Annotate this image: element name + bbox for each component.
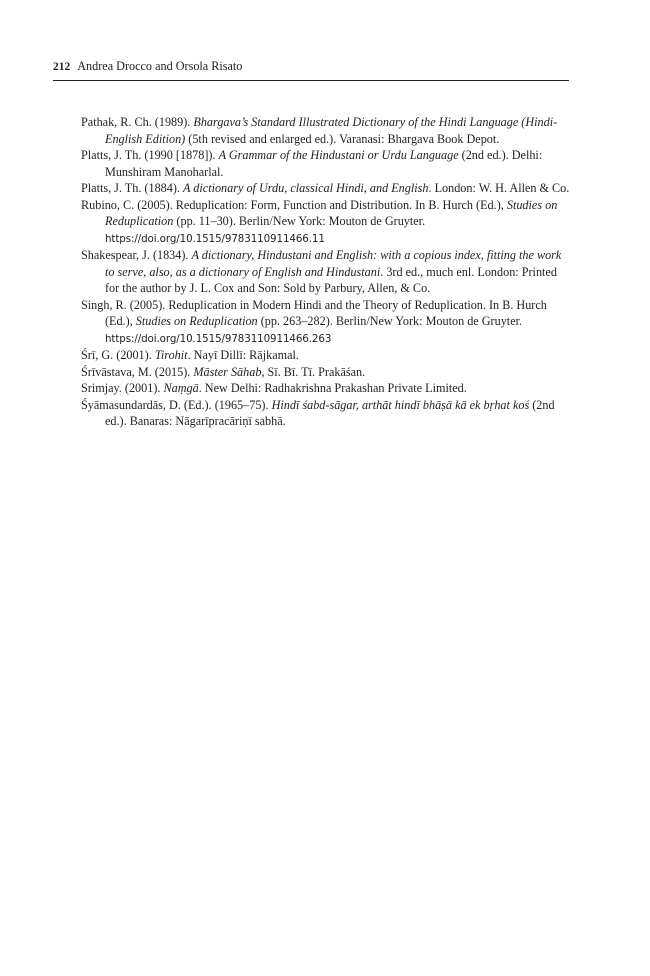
running-head <box>53 59 569 81</box>
reference-title: Māster Sāhab <box>193 364 262 379</box>
reference-entry <box>81 397 571 430</box>
reference-text: Rubino, C. (2005). Reduplication: Form, Function and Distribution. In B. Hurch (Ed.), <box>81 197 507 212</box>
reference-title: Naṃgā <box>163 381 199 395</box>
reference-text: Śrī, G. (2001). <box>81 348 155 362</box>
reference-title: A Grammar of the Hindustani or Urdu Language <box>218 148 459 162</box>
reference-title: A dictionary of Urdu, classical Hindi, and English <box>183 181 429 195</box>
reference-text: (2nd ed.). Delhi: Munshiram Manoharlal. <box>105 148 543 179</box>
reference-text: Śrīvāstava, M. (2015). <box>81 364 194 379</box>
reference-text: . Nayī Dillī: Rājkamal. <box>187 348 299 362</box>
reference-text: . 3rd ed., much enl. London: Printed for the author by J. L. Cox and Son: Sold by Parbury, Allen, & Co. <box>105 264 557 295</box>
reference-entry <box>81 380 571 397</box>
doi-link[interactable]: https://doi.org/10.1515/9783110911466.263 <box>105 332 332 345</box>
reference-entry <box>81 114 571 147</box>
running-head-authors: Andrea Drocco and Orsola Risato <box>77 59 243 73</box>
reference-title: Bhargava’s Standard Illustrated Dictionary of the Hindi Language (Hindi-English Edition) <box>105 115 558 146</box>
reference-title: Hindī śabd-sāgar, arthāt hindī bhāṣā kā ek bṛhat koś <box>271 397 530 412</box>
reference-entry <box>81 347 571 364</box>
reference-text: . New Delhi: Radhakrishna Prakashan Private Limited. <box>198 381 467 395</box>
reference-text: . London: W. H. Allen & Co. <box>428 181 570 195</box>
reference-entry <box>81 180 571 197</box>
reference-text: Śyāmasundardās, D. (Ed.). (1965–75). <box>81 397 272 412</box>
reference-text: , Sī. Bī. Tī. Prakāśan. <box>261 364 366 379</box>
reference-text: (2nd ed.). Banaras: Nāgarīpracāriṇī sabhā. <box>105 397 555 428</box>
reference-text: (5th revised and enlarged ed.). Varanasi: Bhargava Book Depot. <box>185 131 500 146</box>
reference-entry <box>81 364 571 381</box>
reference-text: Platts, J. Th. (1990 [1878]). <box>81 148 219 162</box>
reference-text: (pp. 263–282). Berlin/New York: Mouton de Gruyter. <box>257 314 523 328</box>
reference-entry <box>81 297 571 348</box>
reference-entry <box>81 197 571 248</box>
reference-text: Srimjay. (2001). <box>81 381 164 395</box>
reference-list <box>81 114 571 430</box>
reference-entry <box>81 147 571 180</box>
reference-text: Singh, R. (2005). Reduplication in Modern Hindi and the Theory of Reduplication. In B. Hurch (Ed.), <box>81 297 547 328</box>
reference-title: A dictionary, Hindustani and English: with a copious index, fitting the work to serve, also, as a dictionary of English and Hindustani <box>105 248 562 279</box>
doi-link[interactable]: https://doi.org/10.1515/9783110911466.11 <box>105 232 325 245</box>
reference-title: Studies on Reduplication <box>135 314 258 328</box>
reference-text: Platts, J. Th. (1884). <box>81 181 184 195</box>
reference-entry <box>81 247 571 297</box>
reference-title: Tirohit <box>154 348 188 362</box>
reference-title: Studies on Reduplication <box>105 197 558 228</box>
page-number: 212 <box>53 61 71 73</box>
reference-text: Pathak, R. Ch. (1989). <box>81 115 194 129</box>
reference-text: (pp. 11–30). Berlin/New York: Mouton de Gruyter. <box>173 214 426 228</box>
reference-text: Shakespear, J. (1834). <box>81 248 192 262</box>
